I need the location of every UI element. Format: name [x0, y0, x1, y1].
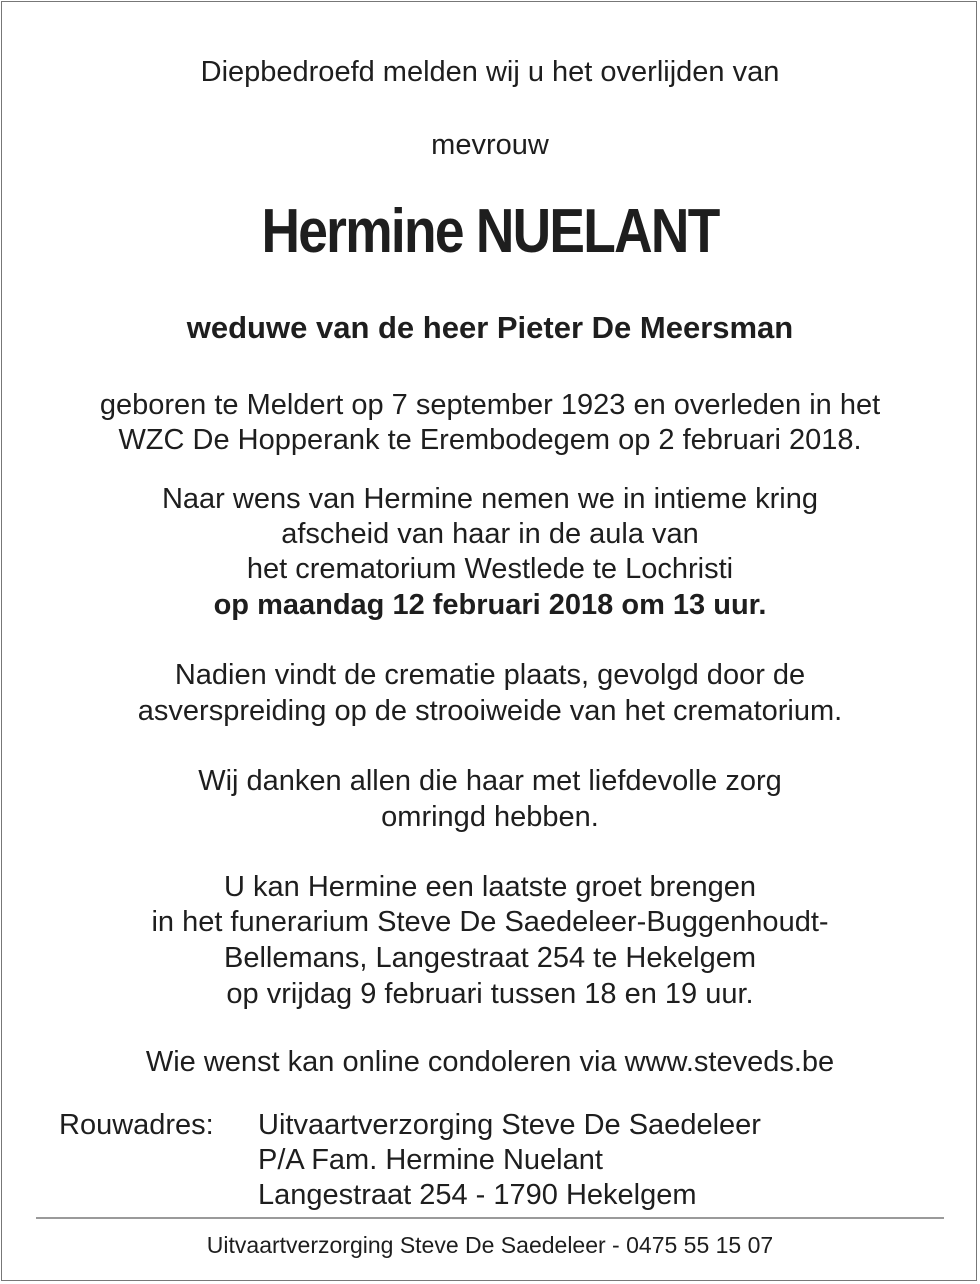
- condolence-line: Wie wenst kan online condoleren via www.steveds.be: [145, 1046, 835, 1078]
- visitation-line-4: op vrijdag 9 februari tussen 18 en 19 uur.: [226, 978, 754, 1010]
- birth-death-line-2: WZC De Hopperank te Erembodegem op 2 februari 2018.: [118, 424, 862, 456]
- cremation-line-2: asverspreiding op de strooiweide van het crematorium.: [137, 695, 843, 727]
- intro-text: Diepbedroefd melden wij u het overlijden van: [200, 56, 780, 88]
- visitation-line-2: in het funerarium Steve De Saedeleer-Buggenhoudt-: [151, 906, 829, 938]
- thanks-line-1: Wij danken allen die haar met liefdevolle zorg: [198, 765, 782, 797]
- visitation-line-1: U kan Hermine een laatste groet brengen: [224, 871, 756, 903]
- farewell-line-1: Naar wens van Hermine nemen we in intieme kring: [161, 483, 818, 515]
- mourning-address-line-3: Langestraat 254 - 1790 Hekelgem: [258, 1179, 697, 1211]
- farewell-line-3: het crematorium Westlede te Lochristi: [246, 553, 734, 585]
- thanks-line-2: omringd hebben.: [381, 801, 599, 833]
- visitation-line-3: Bellemans, Langestraat 254 te Hekelgem: [224, 942, 756, 974]
- widow-of-line: weduwe van de heer Pieter De Meersman: [186, 310, 794, 345]
- deceased-name: Hermine NUELANT: [261, 197, 719, 266]
- farewell-date: op maandag 12 februari 2018 om 13 uur.: [213, 589, 767, 621]
- mourning-address-label: Rouwadres:: [59, 1109, 214, 1141]
- farewell-line-2: afscheid van haar in de aula van: [281, 518, 699, 550]
- mourning-address-line-1: Uitvaartverzorging Steve De Saedeleer: [258, 1109, 761, 1141]
- notice-border: [1, 1, 977, 1281]
- cremation-line-1: Nadien vindt de crematie plaats, gevolgd door de: [174, 659, 806, 691]
- footer-text: Uitvaartverzorging Steve De Saedeleer - 0475 55 15 07: [206, 1232, 774, 1258]
- salutation: mevrouw: [431, 129, 549, 161]
- birth-death-line-1: geboren te Meldert op 7 september 1923 en overleden in het: [99, 389, 881, 421]
- footer-divider: [36, 1217, 944, 1219]
- mourning-address-line-2: P/A Fam. Hermine Nuelant: [258, 1144, 603, 1176]
